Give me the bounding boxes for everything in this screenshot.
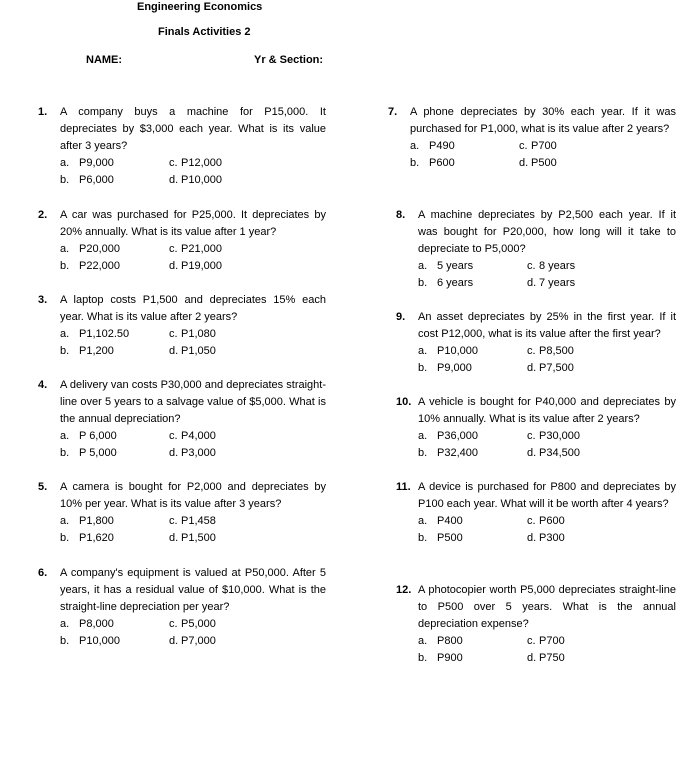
question-number: 7. <box>388 106 398 118</box>
option-value: P700 <box>531 140 557 152</box>
answer-option <box>418 445 478 462</box>
option-letter: b. <box>410 157 420 169</box>
option-letter: d. <box>527 447 537 459</box>
option-letter: a. <box>418 260 428 272</box>
option-value: P10,000 <box>181 174 222 186</box>
option-value: P30,000 <box>539 430 580 442</box>
question-text: A photocopier worth P5,000 depreciates straight-line to P500 over 5 years. What is the annual depreciation expense? <box>418 584 676 630</box>
option-value: P1,500 <box>181 532 216 544</box>
answer-option <box>60 343 114 360</box>
answer-option <box>527 650 565 667</box>
option-value: P1,800 <box>79 515 114 527</box>
answer-options <box>38 428 326 462</box>
answer-option <box>418 428 478 445</box>
answer-option <box>60 530 114 547</box>
option-letter: d. <box>527 652 537 664</box>
answer-option <box>60 172 114 189</box>
answer-option <box>169 155 222 172</box>
option-value: P 6,000 <box>79 430 117 442</box>
question-text: A laptop costs P1,500 and depreciates 15% each year. What is its value after 2 years? <box>60 294 326 323</box>
answer-options <box>396 633 676 667</box>
answer-option <box>527 258 575 275</box>
question-number: 5. <box>38 481 48 493</box>
option-value: P600 <box>539 515 565 527</box>
option-value: P10,000 <box>79 635 120 647</box>
question-number: 11. <box>396 481 411 493</box>
option-value: P12,000 <box>181 157 222 169</box>
answer-options <box>388 138 676 172</box>
answer-option <box>169 241 222 258</box>
answer-option <box>418 275 473 292</box>
question-number: 2. <box>38 209 48 221</box>
answer-option <box>169 326 216 343</box>
question-12 <box>396 582 676 667</box>
option-value: 8 years <box>539 260 576 272</box>
option-value: P7,500 <box>539 362 574 374</box>
name-label: NAME: <box>86 54 123 66</box>
option-letter: a. <box>60 430 70 442</box>
option-letter: b. <box>60 532 70 544</box>
question-9 <box>396 309 676 377</box>
answer-options <box>396 343 676 377</box>
question-text: A device is purchased for P800 and depreciates by P100 each year. What will it be worth after 4 years? <box>418 481 676 510</box>
question-8 <box>396 207 676 292</box>
option-letter: a. <box>418 345 428 357</box>
question-text: A car was purchased for P25,000. It depreciates by 20% annually. What is its value after 1 year? <box>60 209 326 238</box>
question-number: 1. <box>38 106 48 118</box>
question-2 <box>38 207 326 275</box>
answer-option <box>60 445 117 462</box>
answer-option <box>527 530 565 547</box>
answer-option <box>418 633 463 650</box>
option-letter: c. <box>169 430 178 442</box>
option-letter: c. <box>527 515 536 527</box>
answer-option <box>60 513 114 530</box>
answer-option <box>169 530 216 547</box>
question-text: A delivery van costs P30,000 and depreciates straight-line over 5 years to a salvage value of $5,000. What is the annual depreciation? <box>60 379 326 425</box>
answer-options <box>38 513 326 547</box>
answer-option <box>418 343 478 360</box>
section-label: Yr & Section: <box>254 54 324 66</box>
answer-option <box>60 633 120 650</box>
option-value: P9,000 <box>79 157 114 169</box>
answer-option <box>169 616 216 633</box>
question-text: A vehicle is bought for P40,000 and depreciates by 10% annually. What is its value after 2 years? <box>418 396 676 425</box>
activity-title: Finals Activities 2 <box>158 26 251 38</box>
answer-option <box>169 633 216 650</box>
answer-options <box>396 428 676 462</box>
question-text: A phone depreciates by 30% each year. If it was purchased for P1,000, what is its value after 2 years? <box>410 106 676 135</box>
option-value: 6 years <box>437 277 474 289</box>
option-letter: c. <box>169 157 178 169</box>
option-letter: b. <box>60 447 70 459</box>
option-letter: a. <box>418 515 428 527</box>
option-value: P19,000 <box>181 260 222 272</box>
option-letter: d. <box>169 447 179 459</box>
answer-options <box>38 241 326 275</box>
answer-option <box>418 650 463 667</box>
answer-option <box>418 360 472 377</box>
option-letter: d. <box>169 174 179 186</box>
option-letter: a. <box>60 618 70 630</box>
option-letter: c. <box>169 243 178 255</box>
answer-option <box>410 155 455 172</box>
option-letter: d. <box>527 532 537 544</box>
question-number: 12. <box>396 584 412 596</box>
answer-option <box>60 428 117 445</box>
option-letter: d. <box>169 532 179 544</box>
answer-options <box>38 616 326 650</box>
question-number: 3. <box>38 294 48 306</box>
option-letter: a. <box>418 430 428 442</box>
answer-option <box>527 633 565 650</box>
option-value: P1,620 <box>79 532 114 544</box>
question-text: A company buys a machine for P15,000. It depreciates by $3,000 each year. What is its value after 3 years? <box>60 106 326 152</box>
answer-option <box>60 326 129 343</box>
question-7 <box>388 104 676 172</box>
option-letter: d. <box>169 635 179 647</box>
option-value: P750 <box>539 652 565 664</box>
option-value: P7,000 <box>181 635 216 647</box>
option-value: P8,500 <box>539 345 574 357</box>
option-value: P490 <box>429 140 455 152</box>
option-letter: b. <box>418 277 428 289</box>
option-value: P22,000 <box>79 260 120 272</box>
question-1 <box>38 104 326 189</box>
answer-option <box>169 513 216 530</box>
option-value: P1,080 <box>181 328 216 340</box>
option-letter: b. <box>418 447 428 459</box>
question-11 <box>396 479 676 547</box>
option-value: P 5,000 <box>79 447 117 459</box>
option-value: P1,102.50 <box>79 328 130 340</box>
option-value: P500 <box>531 157 557 169</box>
answer-option <box>527 428 580 445</box>
option-value: P6,000 <box>79 174 114 186</box>
option-value: P400 <box>437 515 463 527</box>
question-text: An asset depreciates by 25% in the first year. If it cost P12,000, what is its value after the first year? <box>418 311 676 340</box>
option-letter: a. <box>60 515 70 527</box>
option-value: 5 years <box>437 260 474 272</box>
answer-option <box>519 155 557 172</box>
answer-option <box>527 513 565 530</box>
option-value: P21,000 <box>181 243 222 255</box>
question-3 <box>38 292 326 360</box>
answer-option <box>519 138 557 155</box>
answer-option <box>169 258 222 275</box>
option-letter: c. <box>527 430 536 442</box>
question-number: 8. <box>396 209 406 221</box>
question-10 <box>396 394 676 462</box>
answer-option <box>60 616 114 633</box>
answer-options <box>38 326 326 360</box>
option-letter: a. <box>60 243 70 255</box>
question-text: A camera is bought for P2,000 and depreciates by 10% per year. What is its value after 3 years? <box>60 481 326 510</box>
option-letter: d. <box>519 157 529 169</box>
answer-option <box>60 155 114 172</box>
question-text: A company's equipment is valued at P50,000. After 5 years, it has a residual value of $10,000. What is the straight-line depreciation per year? <box>60 567 326 613</box>
option-letter: a. <box>418 635 428 647</box>
option-value: P5,000 <box>181 618 216 630</box>
option-value: P10,000 <box>437 345 478 357</box>
question-5 <box>38 479 326 547</box>
option-letter: d. <box>169 260 179 272</box>
option-value: P8,000 <box>79 618 114 630</box>
option-letter: a. <box>60 328 70 340</box>
answer-option <box>527 275 575 292</box>
option-value: P4,000 <box>181 430 216 442</box>
option-letter: d. <box>527 362 537 374</box>
option-letter: d. <box>527 277 537 289</box>
option-letter: b. <box>60 174 70 186</box>
option-value: P300 <box>539 532 565 544</box>
option-letter: a. <box>60 157 70 169</box>
answer-option <box>418 258 473 275</box>
option-letter: c. <box>527 260 536 272</box>
option-value: P3,000 <box>181 447 216 459</box>
question-number: 10. <box>396 396 412 408</box>
course-title: Engineering Economics <box>137 1 263 13</box>
answer-option <box>60 258 120 275</box>
question-number: 4. <box>38 379 48 391</box>
option-letter: b. <box>60 260 70 272</box>
answer-option <box>527 343 574 360</box>
option-value: P600 <box>429 157 455 169</box>
question-6 <box>38 565 326 650</box>
option-letter: b. <box>60 635 70 647</box>
option-letter: b. <box>418 362 428 374</box>
answer-option <box>410 138 455 155</box>
question-4 <box>38 377 326 462</box>
option-letter: d. <box>169 345 179 357</box>
option-value: P1,200 <box>79 345 114 357</box>
answer-option <box>418 513 463 530</box>
question-number: 9. <box>396 311 406 323</box>
option-letter: b. <box>418 532 428 544</box>
answer-option <box>169 445 216 462</box>
answer-option <box>169 172 222 189</box>
option-letter: c. <box>169 328 178 340</box>
option-value: P900 <box>437 652 463 664</box>
question-number: 6. <box>38 567 48 579</box>
option-value: P34,500 <box>539 447 580 459</box>
option-value: P1,050 <box>181 345 216 357</box>
answer-option <box>418 530 463 547</box>
option-value: P36,000 <box>437 430 478 442</box>
option-letter: b. <box>418 652 428 664</box>
option-value: P32,400 <box>437 447 478 459</box>
option-value: P500 <box>437 532 463 544</box>
answer-option <box>169 343 216 360</box>
option-letter: c. <box>519 140 528 152</box>
answer-options <box>396 513 676 547</box>
option-value: P700 <box>539 635 565 647</box>
option-letter: b. <box>60 345 70 357</box>
option-letter: c. <box>527 345 536 357</box>
option-letter: a. <box>410 140 420 152</box>
option-value: P20,000 <box>79 243 120 255</box>
option-letter: c. <box>169 618 178 630</box>
question-text: A machine depreciates by P2,500 each year. If it was bought for P20,000, how long will it take to depreciate to P5,000? <box>418 209 676 255</box>
answer-option <box>527 445 580 462</box>
option-value: P9,000 <box>437 362 472 374</box>
option-value: P1,458 <box>181 515 216 527</box>
option-value: 7 years <box>539 277 576 289</box>
answer-options <box>38 155 326 189</box>
answer-option <box>60 241 120 258</box>
answer-option <box>169 428 216 445</box>
answer-options <box>396 258 676 292</box>
answer-option <box>527 360 574 377</box>
option-letter: c. <box>527 635 536 647</box>
option-letter: c. <box>169 515 178 527</box>
option-value: P800 <box>437 635 463 647</box>
